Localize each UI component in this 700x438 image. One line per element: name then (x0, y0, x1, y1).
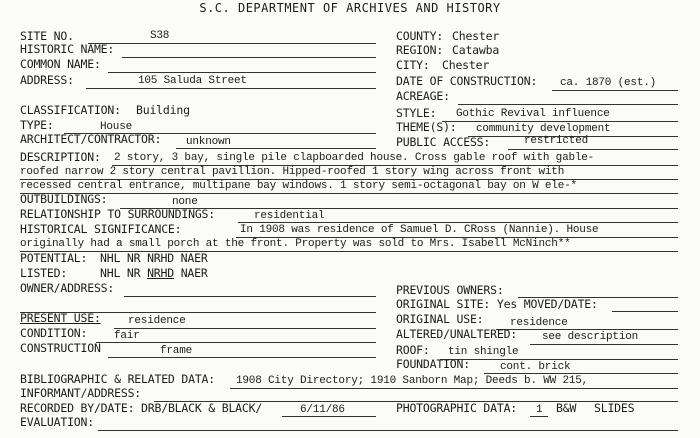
construction-value: frame (160, 345, 193, 357)
acreage-line (458, 104, 678, 105)
previous-owners-label: PREVIOUS OWNERS: (396, 283, 504, 297)
site-no-value: S38 (150, 30, 170, 42)
outbuildings-value: none (172, 196, 198, 208)
construction-label: CONSTRUCTION (20, 341, 101, 355)
altered-line (530, 344, 678, 345)
significance-line-1: In 1908 was residence of Samuel D. CRoss (Nannie). House (240, 224, 599, 236)
style-line (442, 121, 678, 122)
themes-value: community development (476, 123, 611, 135)
bibliographic-line (230, 388, 678, 389)
foundation-value: cont. brick (500, 361, 571, 373)
photographic-count-line (530, 416, 548, 417)
listed-options (100, 267, 208, 280)
original-site-label-text: ORIGINAL SITE: (396, 297, 491, 311)
significance-line-2: originally had a small porch at the front. Property was sold to Mrs. Isabell McNinch** (20, 238, 571, 250)
altered-label: ALTERED/UNALTERED: (396, 327, 518, 341)
construction-line (108, 357, 376, 358)
potential-options: NHL NR NRHD NAER (100, 251, 208, 265)
historic-name-line (122, 57, 376, 58)
original-site-label (396, 298, 598, 311)
common-name-line (108, 72, 376, 73)
listed-options-unmarked-end: NAER (173, 266, 208, 280)
description-line-1: 2 story, 3 bay, single pile clapboarded house. Cross gable roof with gable- (114, 152, 595, 164)
date-of-construction-value: ca. 1870 (est.) (560, 77, 657, 89)
region-label: REGION: (396, 43, 444, 57)
county-value: Chester (452, 29, 500, 43)
date-of-construction-label: DATE OF CONSTRUCTION: (396, 74, 538, 88)
city-value: Chester (442, 58, 490, 72)
form-title: S.C. DEPARTMENT OF ARCHIVES AND HISTORY (199, 1, 501, 15)
condition-label: CONDITION: (20, 326, 88, 340)
present-use-value: residence (128, 315, 186, 327)
informant-label: INFORMANT/ADDRESS: (20, 386, 142, 400)
potential-label: POTENTIAL: (20, 251, 88, 265)
description-line-2: roofed narrow 2 story central pavillion. Hipped-roofed 1 story wing across front with (20, 166, 565, 178)
bibliographic-label: BIBLIOGRAPHIC & RELATED DATA: (20, 372, 215, 386)
owner-address-label: OWNER/ADDRESS: (20, 281, 115, 295)
photographic-label: PHOTOGRAPHIC DATA: (396, 401, 518, 415)
original-use-value: residence (510, 317, 568, 329)
original-use-label: ORIGINAL USE: (396, 312, 484, 326)
public-access-line (508, 149, 678, 150)
architect-label: ARCHITECT/CONTRACTOR: (20, 132, 162, 146)
relationship-value: residential (254, 210, 325, 222)
listed-options-unmarked: NHL NR (100, 266, 148, 280)
recorded-by-label-text: RECORDED BY/DATE: (20, 401, 135, 415)
roof-value: tin shingle (448, 346, 519, 358)
site-no-label: SITE NO. (20, 29, 74, 43)
historic-name-label: HISTORIC NAME: (20, 42, 115, 56)
recorded-by-value: DRB/BLACK & BLACK/ (141, 401, 263, 415)
moved-date-line (612, 311, 678, 312)
original-site-value: Yes (496, 297, 518, 311)
present-use-line (114, 328, 376, 329)
bibliographic-value: 1908 City Directory; 1910 Sanborn Map; Deeds b. WW 215, (236, 375, 589, 387)
listed-option-nrhd-marked: NRHD (147, 266, 174, 280)
relationship-label: RELATIONSHIP TO SURROUNDINGS: (20, 207, 215, 221)
significance-label: HISTORICAL SIGNIFICANCE: (20, 222, 182, 236)
city-label: CITY: (396, 58, 430, 72)
owner-address-line (124, 296, 376, 297)
description-rule-3 (20, 193, 678, 194)
evaluation-line (98, 430, 678, 431)
common-name-label: COMMON NAME: (20, 57, 101, 71)
moved-date-label: MOVED/DATE: (523, 297, 598, 311)
classification-label: CLASSIFICATION: (20, 103, 121, 117)
evaluation-label: EVALUATION: (20, 415, 94, 429)
listed-label: LISTED: (20, 266, 68, 280)
condition-line (96, 342, 376, 343)
description-label: DESCRIPTION: (20, 150, 101, 164)
photographic-count: 1 (536, 404, 543, 416)
foundation-label: FOUNDATION: (396, 357, 470, 371)
architect-value: unknown (186, 136, 231, 148)
address-line (86, 88, 376, 89)
architect-line (176, 148, 376, 149)
type-label: TYPE: (20, 118, 54, 132)
public-access-label: PUBLIC ACCESS: (396, 135, 491, 149)
themes-label: THEME(S): (396, 120, 457, 134)
relationship-line (238, 222, 678, 223)
recorded-date-line (282, 416, 376, 417)
style-value: Gothic Revival influence (456, 108, 610, 120)
outbuildings-label: OUTBUILDINGS: (20, 192, 108, 206)
site-no-line (88, 43, 376, 44)
recorded-by-label (20, 402, 262, 415)
style-label: STYLE: (396, 106, 437, 120)
foundation-line (484, 373, 678, 374)
public-access-value: restricted (524, 135, 589, 147)
address-value: 105 Saluda Street (138, 75, 247, 87)
type-value: House (100, 121, 133, 133)
county-label: COUNTY: (396, 29, 444, 43)
condition-value: fair (114, 330, 140, 342)
roof-label: ROOF: (396, 343, 430, 357)
present-use-label: PRESENT USE: (20, 311, 101, 325)
photographic-slides: SLIDES (594, 401, 635, 415)
altered-value: see description (542, 331, 639, 343)
region-value: Catawba (452, 43, 500, 57)
classification-value: Building (136, 103, 190, 117)
original-use-line (496, 329, 678, 330)
acreage-label: ACREAGE: (396, 89, 450, 103)
description-line-3: recessed central entrance, multipane bay windows. 1 story semi-octagonal bay on W ele-* (20, 180, 577, 192)
date-of-construction-line (552, 90, 678, 91)
roof-line (440, 359, 678, 360)
address-label: ADDRESS: (20, 73, 74, 87)
photographic-bw: B&W (556, 401, 577, 415)
recorded-date-value: 6/11/86 (300, 404, 345, 416)
